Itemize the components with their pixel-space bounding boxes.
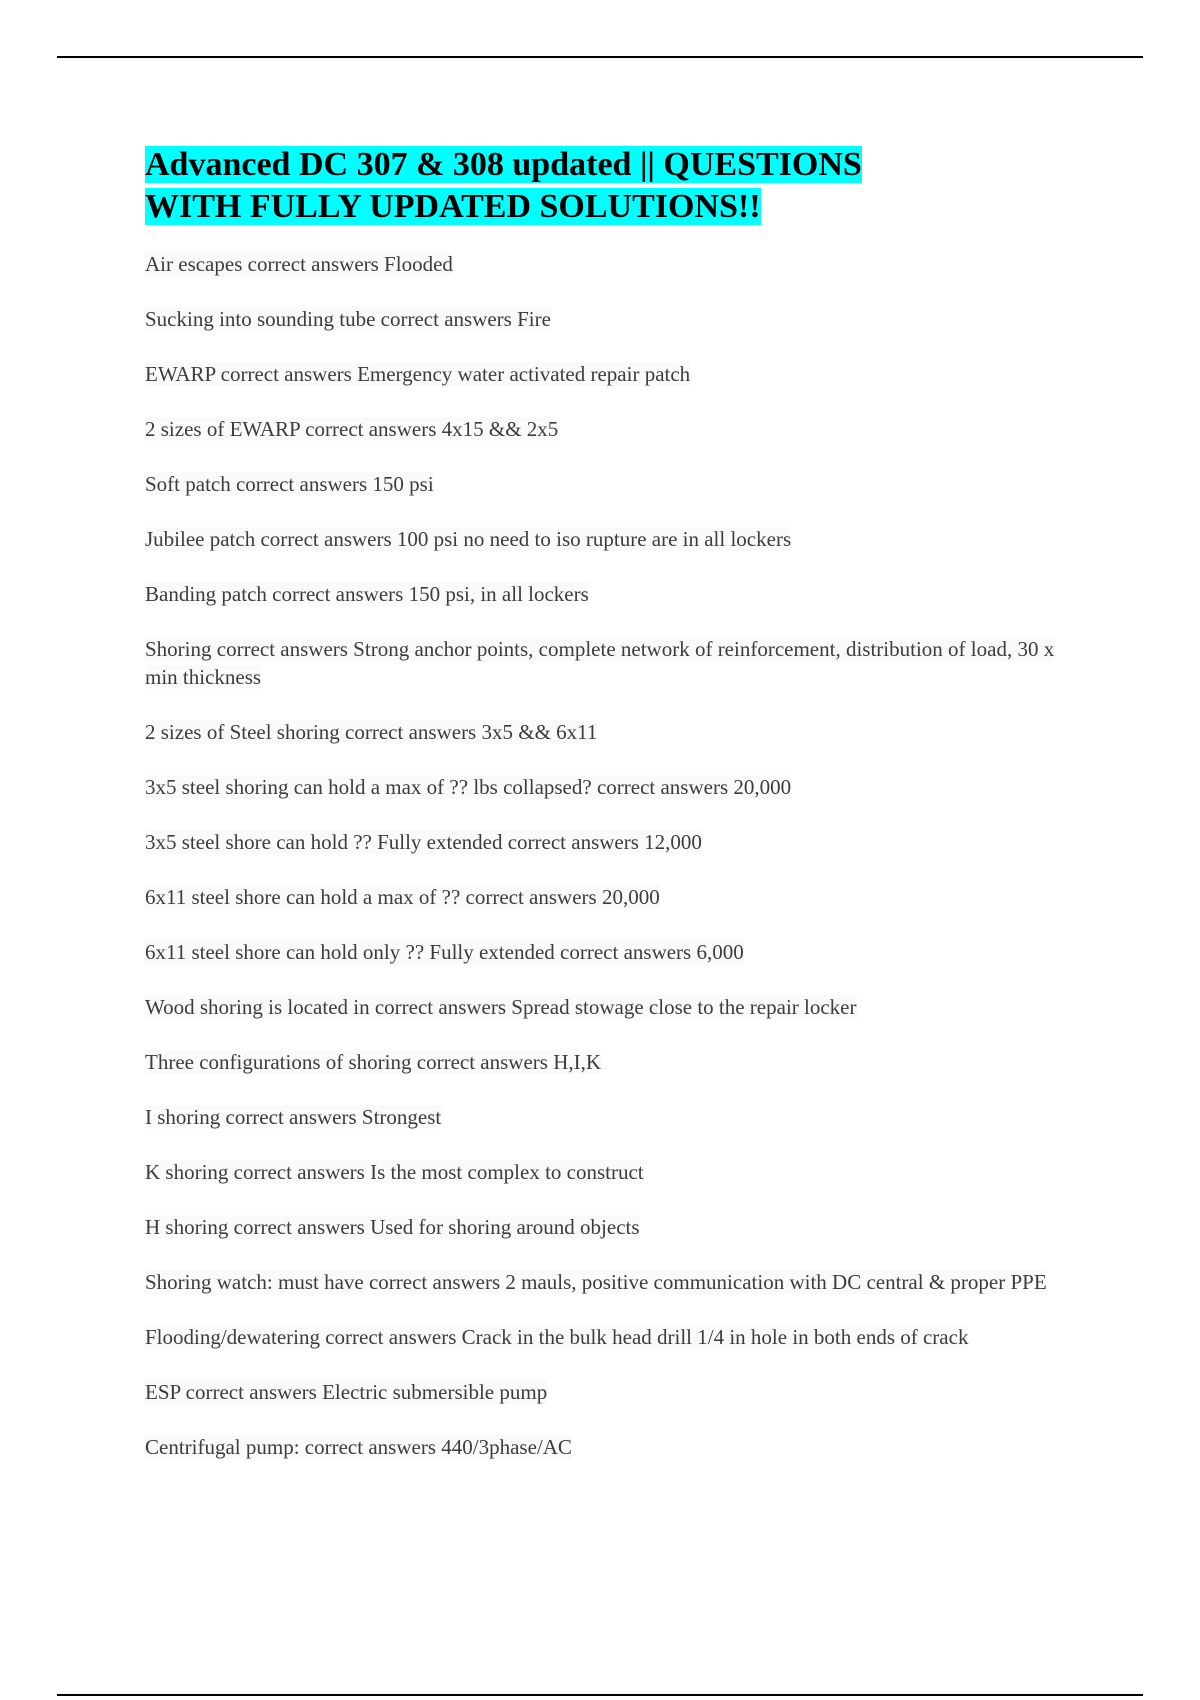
qa-item: Jubilee patch correct answers 100 psi no need to iso rupture are in all lockers: [145, 527, 792, 551]
qa-item: Wood shoring is located in correct answers Spread stowage close to the repair locker: [145, 995, 857, 1019]
qa-item: Sucking into sounding tube correct answers Fire: [145, 307, 551, 331]
document-title: [145, 144, 1065, 228]
title-line-2: WITH FULLY UPDATED SOLUTIONS!!: [145, 188, 761, 225]
qa-item: Flooding/dewatering correct answers Crack in the bulk head drill 1/4 in hole in both ends of crack: [145, 1325, 969, 1349]
document-body: [145, 144, 1065, 1488]
qa-item: H shoring correct answers Used for shoring around objects: [145, 1215, 640, 1239]
top-rule: [57, 56, 1143, 58]
bottom-rule: [57, 1694, 1143, 1696]
qa-item: 2 sizes of EWARP correct answers 4x15 && 2x5: [145, 417, 559, 441]
qa-list: [145, 250, 1065, 1461]
qa-item: 6x11 steel shore can hold only ?? Fully extended correct answers 6,000: [145, 940, 744, 964]
qa-item: Soft patch correct answers 150 psi: [145, 472, 434, 496]
qa-item: 2 sizes of Steel shoring correct answers 3x5 && 6x11: [145, 720, 598, 744]
qa-item: Centrifugal pump: correct answers 440/3phase/AC: [145, 1435, 572, 1459]
qa-item: 3x5 steel shore can hold ?? Fully extended correct answers 12,000: [145, 830, 702, 854]
qa-item: 3x5 steel shoring can hold a max of ?? lbs collapsed? correct answers 20,000: [145, 775, 792, 799]
qa-item: I shoring correct answers Strongest: [145, 1105, 442, 1129]
qa-item: Three configurations of shoring correct answers H,I,K: [145, 1050, 602, 1074]
qa-item: Shoring watch: must have correct answers 2 mauls, positive communication with DC central & proper PPE: [145, 1270, 1047, 1294]
qa-item: K shoring correct answers Is the most complex to construct: [145, 1160, 644, 1184]
qa-item: Shoring correct answers Strong anchor points, complete network of reinforcement, distribution of load, 30 x min thickness: [145, 637, 1055, 689]
title-line-1: Advanced DC 307 & 308 updated || QUESTIONS: [145, 146, 862, 183]
qa-item: Banding patch correct answers 150 psi, in all lockers: [145, 582, 589, 606]
qa-item: ESP correct answers Electric submersible pump: [145, 1380, 548, 1404]
qa-item: Air escapes correct answers Flooded: [145, 252, 453, 276]
qa-item: 6x11 steel shore can hold a max of ?? correct answers 20,000: [145, 885, 660, 909]
qa-item: EWARP correct answers Emergency water activated repair patch: [145, 362, 691, 386]
